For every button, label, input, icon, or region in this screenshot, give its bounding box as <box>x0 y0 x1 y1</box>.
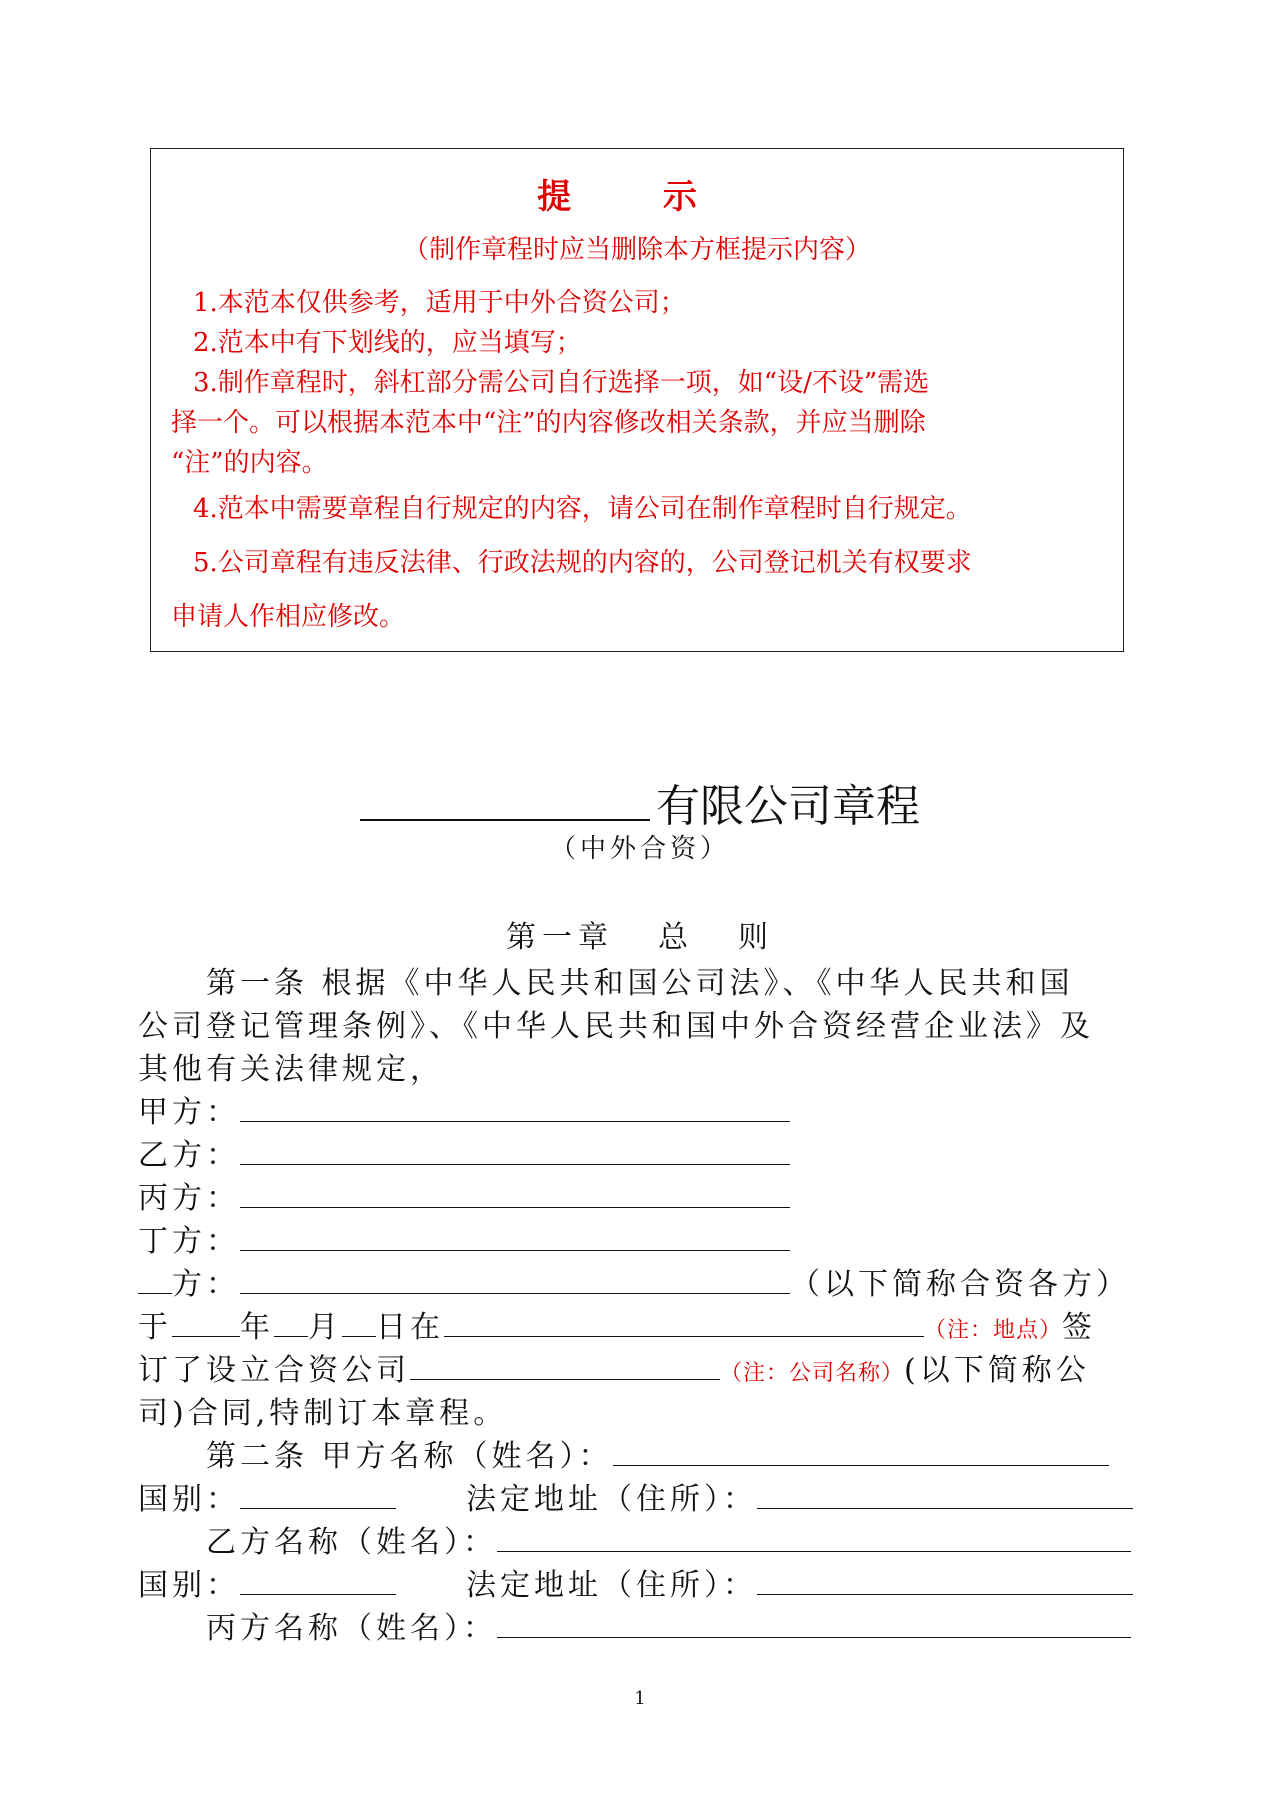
sign-month: 月 <box>308 1310 342 1345</box>
notice-box <box>150 148 1124 652</box>
jia-address-blank <box>757 1482 1133 1509</box>
article-2-bing-row <box>206 1603 1131 1647</box>
party-bing-row <box>138 1173 790 1217</box>
notice-item: 5.公司章程有违反法律、行政法规的内容的，公司登记机关有权要求 <box>193 548 972 578</box>
party-yi-label: 乙方： <box>138 1138 240 1173</box>
note-place: （注：地点） <box>924 1318 1063 1343</box>
party-ding-row <box>138 1216 790 1260</box>
notice-item: 申请人作相应修改。 <box>171 602 406 632</box>
party-bing-blank <box>240 1181 790 1208</box>
page-number: 1 <box>634 1688 646 1709</box>
article-2-jia-row <box>206 1431 1109 1475</box>
jia-address-label: 法定地址（住所）： <box>466 1482 757 1517</box>
notice-item: 4.范本中需要章程自行规定的内容，请公司在制作章程时自行规定。 <box>193 494 972 524</box>
article-2-jia-label: 第二条 甲方名称（姓名）： <box>206 1439 613 1474</box>
company-blank <box>410 1353 720 1380</box>
notice-item: 2.范本中有下划线的，应当填写； <box>193 328 582 358</box>
notice-item: 1.本范本仅供参考，适用于中外合资公司； <box>193 288 686 318</box>
party-ding-blank <box>240 1224 790 1251</box>
sign-line2-prefix: 订了设立合资公司 <box>138 1353 410 1388</box>
jia-country-blank <box>240 1482 396 1509</box>
chapter-name-2: 则 <box>738 920 774 955</box>
party-other-blank <box>138 1267 172 1294</box>
party-jia-blank <box>240 1095 790 1122</box>
party-other-label: 方： <box>172 1267 240 1302</box>
article-1-line: 公司登记管理条例》、《中华人民共和国中外合资经营企业法》及 <box>138 1009 1094 1044</box>
article-1-line: 第一条 根据《中华人民共和国公司法》、《中华人民共和国 <box>206 966 1074 1001</box>
party-yi-blank <box>240 1138 790 1165</box>
notice-item: 择一个。可以根据本范本中“注”的内容修改相关条款，并应当删除 <box>171 408 926 438</box>
sign-row-3: 司)合同,特制订本章程。 <box>138 1396 508 1431</box>
company-name-blank <box>360 779 650 821</box>
jia-name-blank <box>613 1439 1109 1466</box>
yi-country-label: 国别： <box>138 1568 240 1603</box>
document-subtitle: （中外合资） <box>549 834 730 864</box>
notice-subtitle: （制作章程时应当删除本方框提示内容） <box>402 235 871 265</box>
sign-qian: 签 <box>1062 1310 1097 1345</box>
notice-title: 提 示 <box>537 177 737 217</box>
sign-year: 年 <box>240 1310 274 1345</box>
document-title-text: 有限公司章程 <box>656 781 920 832</box>
jia-country-row <box>138 1474 1133 1518</box>
party-ding-label: 丁方： <box>138 1224 240 1259</box>
chapter-name-1: 总 <box>658 920 694 955</box>
article-2-bing-label: 丙方名称（姓名）： <box>206 1611 497 1646</box>
bing-name-blank <box>497 1611 1131 1638</box>
notice-item: 3.制作章程时，斜杠部分需公司自行选择一项，如“设/不设”需选 <box>193 368 930 398</box>
yi-name-blank <box>497 1525 1131 1552</box>
document-title <box>0 770 1280 834</box>
yi-address-label: 法定地址（住所）： <box>466 1568 757 1603</box>
sign-yu: 于 <box>138 1310 172 1345</box>
month-blank <box>274 1310 308 1337</box>
party-bing-label: 丙方： <box>138 1181 240 1216</box>
party-jia-row <box>138 1087 790 1131</box>
party-yi-row <box>138 1130 790 1174</box>
party-other-name-blank <box>240 1267 790 1294</box>
party-other-row <box>138 1259 1130 1303</box>
party-other-suffix: （以下简称合资各方） <box>790 1267 1130 1302</box>
yi-country-row <box>138 1560 1133 1604</box>
sign-row-2 <box>138 1345 1090 1389</box>
year-blank <box>172 1310 240 1337</box>
sign-row-1 <box>138 1302 1096 1346</box>
article-1-line: 其他有关法律规定， <box>138 1052 444 1087</box>
article-2-yi-row <box>206 1517 1131 1561</box>
chapter-label: 第一章 <box>506 920 614 955</box>
sign-day: 日在 <box>376 1310 444 1345</box>
day-blank <box>342 1310 376 1337</box>
note-company: （注：公司名称） <box>720 1361 905 1386</box>
party-jia-label: 甲方： <box>138 1095 240 1130</box>
sign-line2-suffix: (以下简称公 <box>904 1353 1090 1388</box>
notice-item: “注”的内容。 <box>171 448 328 478</box>
jia-country-label: 国别： <box>138 1482 240 1517</box>
place-blank <box>444 1310 924 1337</box>
chapter-heading <box>0 912 1280 956</box>
article-2-yi-label: 乙方名称（姓名）： <box>206 1525 497 1560</box>
yi-address-blank <box>757 1568 1133 1595</box>
yi-country-blank <box>240 1568 396 1595</box>
